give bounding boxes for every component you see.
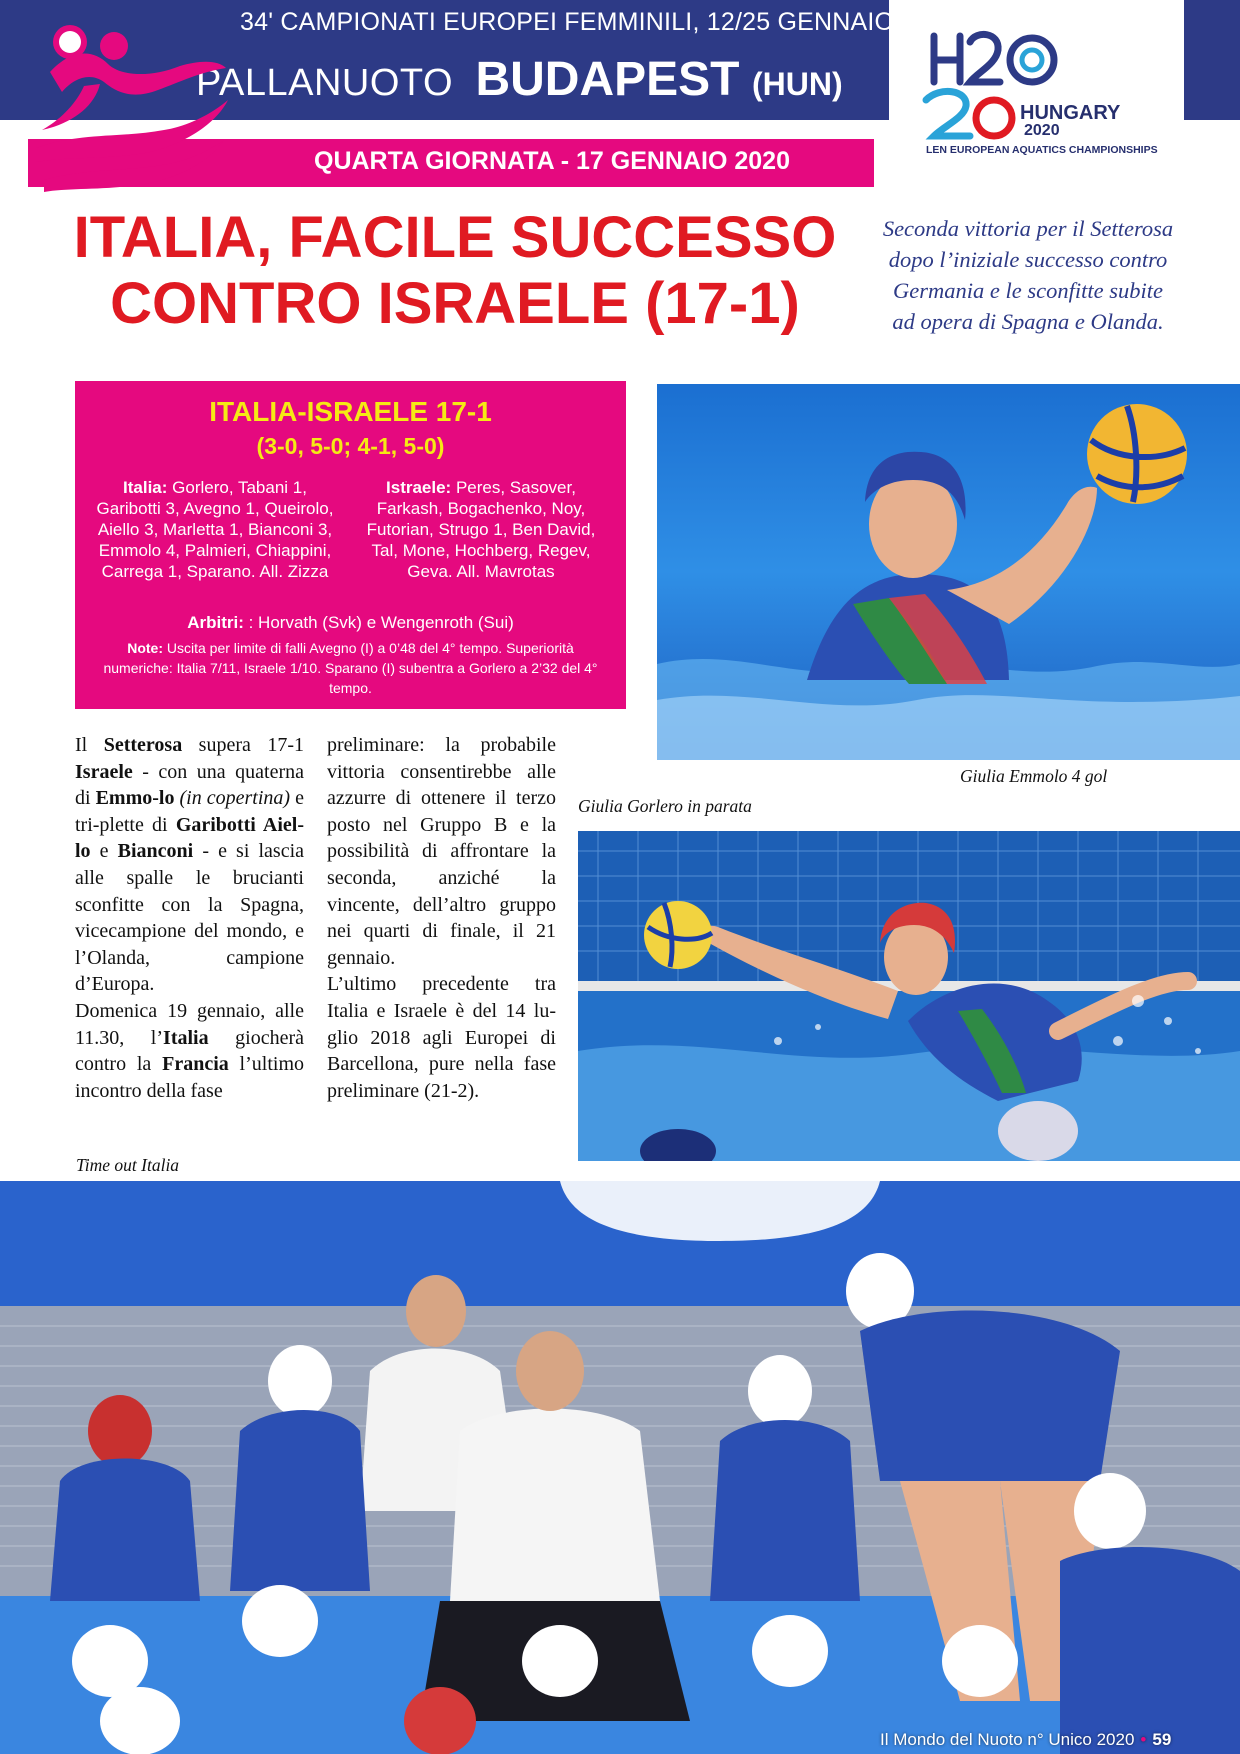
- italy-label: Italia:: [123, 478, 168, 497]
- notes-text: Uscita per limite di falli Avegno (I) a 0’48 del 4° tempo. Superiorità numeriche: Italia 7/11, Israele 1/10. Sparano (I) subentra a Gorlero a 2’32 del 4° tempo.: [103, 640, 598, 696]
- page-number: 59: [1152, 1730, 1172, 1749]
- round-text: QUARTA GIORNATA - 17 GENNAIO 2020: [314, 147, 790, 175]
- text-run: Il: [75, 734, 104, 756]
- header-title: [196, 52, 843, 107]
- text-run-italic: (in copertina): [179, 787, 291, 810]
- text-run: - con una quaterna di: [75, 760, 304, 810]
- text-run-bold: Francia: [162, 1053, 229, 1076]
- standfirst: Seconda vittoria per il Setterosa dopo l’iniziale successo contro Germania e le sconfitte subite ad opera di Spagna e Olanda.: [882, 216, 1174, 334]
- israel-players: Peres, Sasover, Farkash, Bogachenko, Noy, Futorian, Strugo 1, Ben David, Tal, Mone, Hochberg, Regev, Geva. All. Mavrotas: [366, 478, 596, 581]
- headline-line-2: CONTRO ISRAELE (17-1): [110, 271, 800, 336]
- text-run-bold: Italia: [163, 1026, 209, 1049]
- header-sport: PALLANUOTO: [196, 62, 454, 104]
- israel-label: Istraele:: [386, 478, 452, 497]
- article-paragraph-1: [75, 732, 304, 998]
- caption-gorlero: Giulia Gorlero in parata: [578, 796, 752, 816]
- event-logo-championship: LEN EUROPEAN AQUATICS CHAMPIONSHIPS: [926, 144, 1158, 156]
- caption-emmolo: Giulia Emmolo 4 gol: [960, 766, 1108, 786]
- photo-time-out: [0, 1181, 1240, 1754]
- article-paragraph-4: L’ultimo precedente tra Italia e Israele è del 14 lu-glio 2018 agli Europei di Barcellona, pure nella fase preliminare (21-2).: [327, 973, 556, 1102]
- text-run-bold: Israele: [75, 760, 133, 783]
- text-run-bold: Emmo-lo: [95, 787, 175, 810]
- photo-gorlero: [578, 831, 1240, 1161]
- text-run-bold: Setterosa: [103, 734, 183, 756]
- text-run: Domenica 19 gennaio, alle 11.30, l’: [75, 999, 304, 1049]
- referees: [75, 613, 626, 633]
- header-country: (HUN): [751, 66, 843, 102]
- event-logo-year: 2020: [1024, 122, 1060, 139]
- magazine-name: Il Mondo del Nuoto n° Unico 2020: [880, 1730, 1135, 1749]
- text-run: l’ultimo incontro della fase: [75, 1053, 304, 1102]
- referees-names: : Horvath (Svk) e Wengenroth (Sui): [248, 613, 514, 632]
- match-partials: (3-0, 5-0; 4-1, 5-0): [256, 433, 445, 459]
- headline: [60, 205, 850, 337]
- article-paragraph-3: preliminare: la probabile vittoria consentirebbe alle azzurre di ottenere il terzo posto nel Gruppo B e la possibilità di affrontare la seconda, anziché la vincente, dell’altro gruppo nei quarti di finale, il 21 gennaio.: [327, 734, 556, 969]
- match-notes: [97, 638, 604, 698]
- water-polo-player-logo: [30, 20, 230, 200]
- italy-players: Gorlero, Tabani 1, Garibotti 3, Avegno 1, Queirolo, Aiello 3, Marletta 1, Bianconi 3, Emmolo 4, Palmieri, Chiappini, Carrega 1, Sparano. All. Zizza: [96, 478, 334, 581]
- article-paragraph-2: [75, 998, 304, 1104]
- match-title: ITALIA-ISRAELE 17-1: [209, 396, 492, 427]
- referees-label: Arbitri:: [187, 613, 244, 632]
- header-subtitle: 34' CAMPIONATI EUROPEI FEMMINILI, 12/25 GENNAIO 2020: [240, 8, 958, 36]
- text-run-bold: Garibotti Aiel-lo: [75, 813, 304, 863]
- photo-emmolo: [657, 384, 1240, 760]
- text-run: giocherà contro la: [75, 1026, 304, 1076]
- text-run: supera 17-1: [182, 734, 305, 756]
- match-result-box: [75, 381, 626, 709]
- article-column-left: [75, 732, 304, 1104]
- text-run: - e si lascia alle spalle le brucianti sconfitte con la Spagna, vicecampione del mondo, e l’Olanda, campione d’Europa.: [75, 840, 304, 996]
- page-footer: [880, 1730, 1171, 1750]
- event-logo-name: HUNGARY: [1020, 102, 1121, 124]
- israel-roster: [361, 477, 601, 582]
- text-run-bold: Bianconi: [117, 840, 194, 863]
- italy-roster: [95, 477, 335, 582]
- header-band-right: [1184, 0, 1240, 120]
- text-run: e: [90, 840, 118, 863]
- text-run: e tri-plette di: [75, 787, 304, 836]
- separator-dot: •: [1140, 1730, 1147, 1749]
- header-city: BUDAPEST: [475, 53, 740, 106]
- notes-label: Note:: [127, 640, 163, 656]
- event-logo: [920, 20, 1160, 170]
- article-column-right: [327, 732, 556, 1104]
- headline-line-1: ITALIA, FACILE SUCCESSO: [73, 205, 837, 270]
- caption-time-out: Time out Italia: [76, 1155, 180, 1175]
